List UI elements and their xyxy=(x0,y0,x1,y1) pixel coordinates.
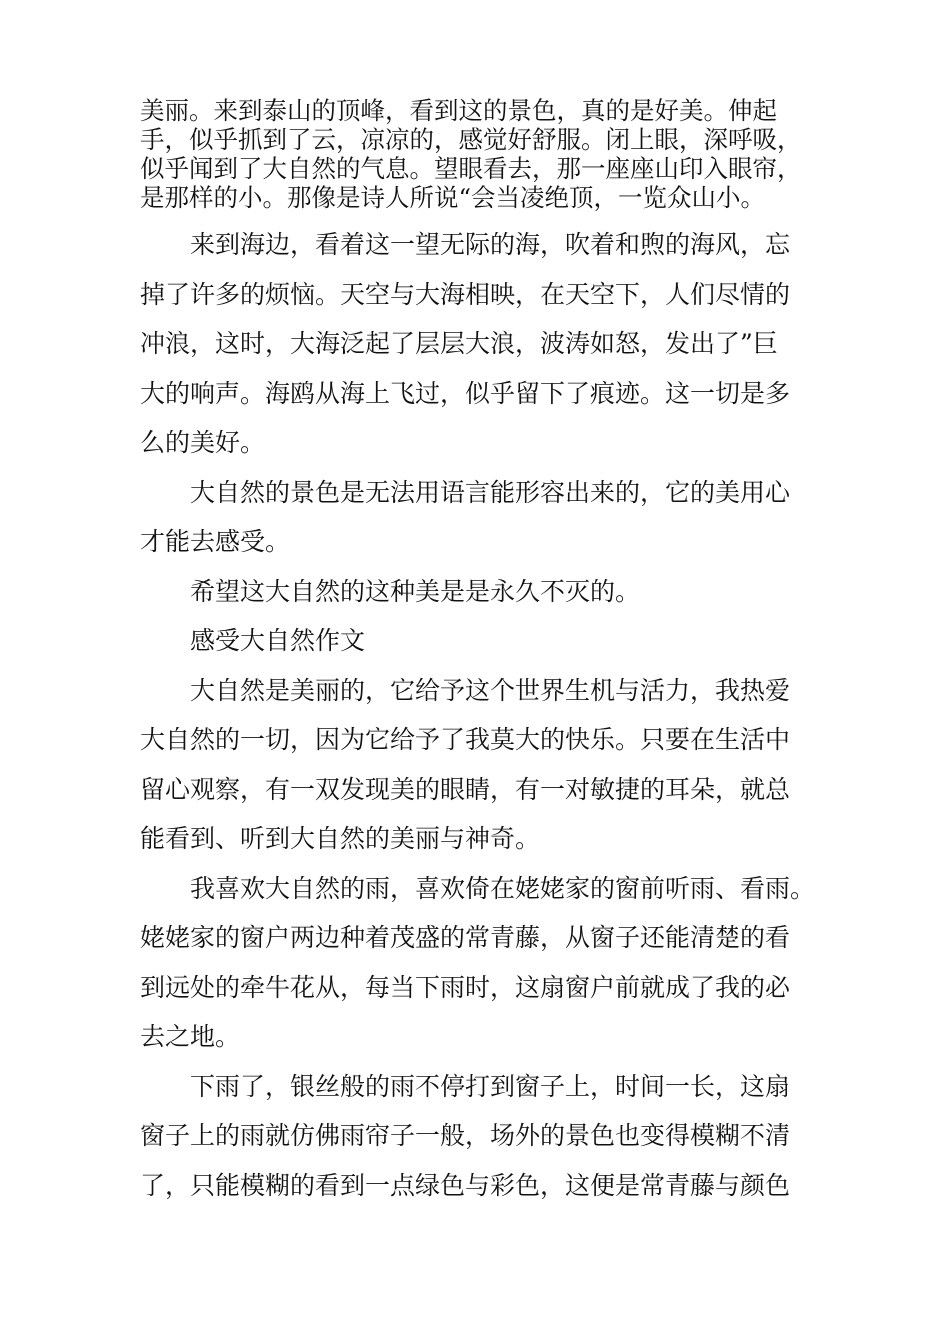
body-text xyxy=(140,220,824,1210)
text-line: 下雨了，银丝般的雨不停打到窗子上，时间一长，这扇 xyxy=(190,1071,791,1101)
text-line: 大自然是美丽的，它给予这个世界生机与活力，我热爱 xyxy=(190,675,791,705)
paragraph-nature-beauty xyxy=(140,468,824,567)
text-line: 手，似乎抓到了云，凉凉的，感觉好舒服。闭上眼，深呼吸， xyxy=(140,125,802,154)
text-line: 姥姥家的窗户两边种着茂盛的常青藤，从窗子还能清楚的看 xyxy=(140,923,791,952)
text-line: 美丽。来到泰山的顶峰，看到这的景色，真的是好美。伸起 xyxy=(140,96,777,125)
text-line: 我喜欢大自然的雨，喜欢倚在姥姥家的窗前听雨、看雨。 xyxy=(190,873,816,903)
text-line: 冲浪，这时，大海泛起了层层大浪，波涛如怒，发出了”巨 xyxy=(140,329,778,358)
text-line: 感受大自然作文 xyxy=(190,626,366,655)
paragraph-rain-falling xyxy=(140,1062,824,1211)
text-line: 了，只能模糊的看到一点绿色与彩色，这便是常青藤与颜色 xyxy=(140,1170,791,1200)
text-line: 大自然的一切，因为它给予了我莫大的快乐。只要在生活中 xyxy=(140,725,791,754)
paragraph-rain-window xyxy=(140,864,824,1062)
text-line: 么的美好。 xyxy=(140,428,266,457)
text-line: 希望这大自然的这种美是是永久不灭的。 xyxy=(190,576,641,606)
text-line: 大的响声。海鸥从海上飞过，似乎留下了痕迹。这一切是多 xyxy=(140,378,791,408)
text-line: 去之地。 xyxy=(140,1022,241,1051)
text-line: 来到海边，看着这一望无际的海，吹着和煦的海风，忘 xyxy=(190,230,791,259)
paragraph-seaside xyxy=(140,220,824,468)
text-line: 是那样的小。那像是诗人所说“会当凌绝顶，一览众山小。 xyxy=(140,183,766,212)
paragraph-hope xyxy=(140,567,824,617)
text-line: 似乎闻到了大自然的气息。望眼看去，那一座座山印入眼帘， xyxy=(140,154,802,183)
text-line: 到远处的牵牛花从，每当下雨时，这扇窗户前就成了我的必 xyxy=(140,972,791,1002)
text-line: 窗子上的雨就仿佛雨帘子一般，场外的景色也变得模糊不清 xyxy=(140,1121,791,1150)
text-line: 能看到、听到大自然的美丽与神奇。 xyxy=(140,824,541,853)
intro-paragraph xyxy=(140,96,824,212)
paragraph-nature-intro xyxy=(140,666,824,864)
text-line: 才能去感受。 xyxy=(140,527,291,556)
essay-title xyxy=(140,616,824,666)
text-line: 留心观察，有一双发现美的眼睛，有一对敏捷的耳朵，就总 xyxy=(140,774,791,804)
text-line: 掉了许多的烦恼。天空与大海相映，在天空下，人们尽情的 xyxy=(140,279,791,309)
text-line: 大自然的景色是无法用语言能形容出来的，它的美用心 xyxy=(190,477,791,507)
